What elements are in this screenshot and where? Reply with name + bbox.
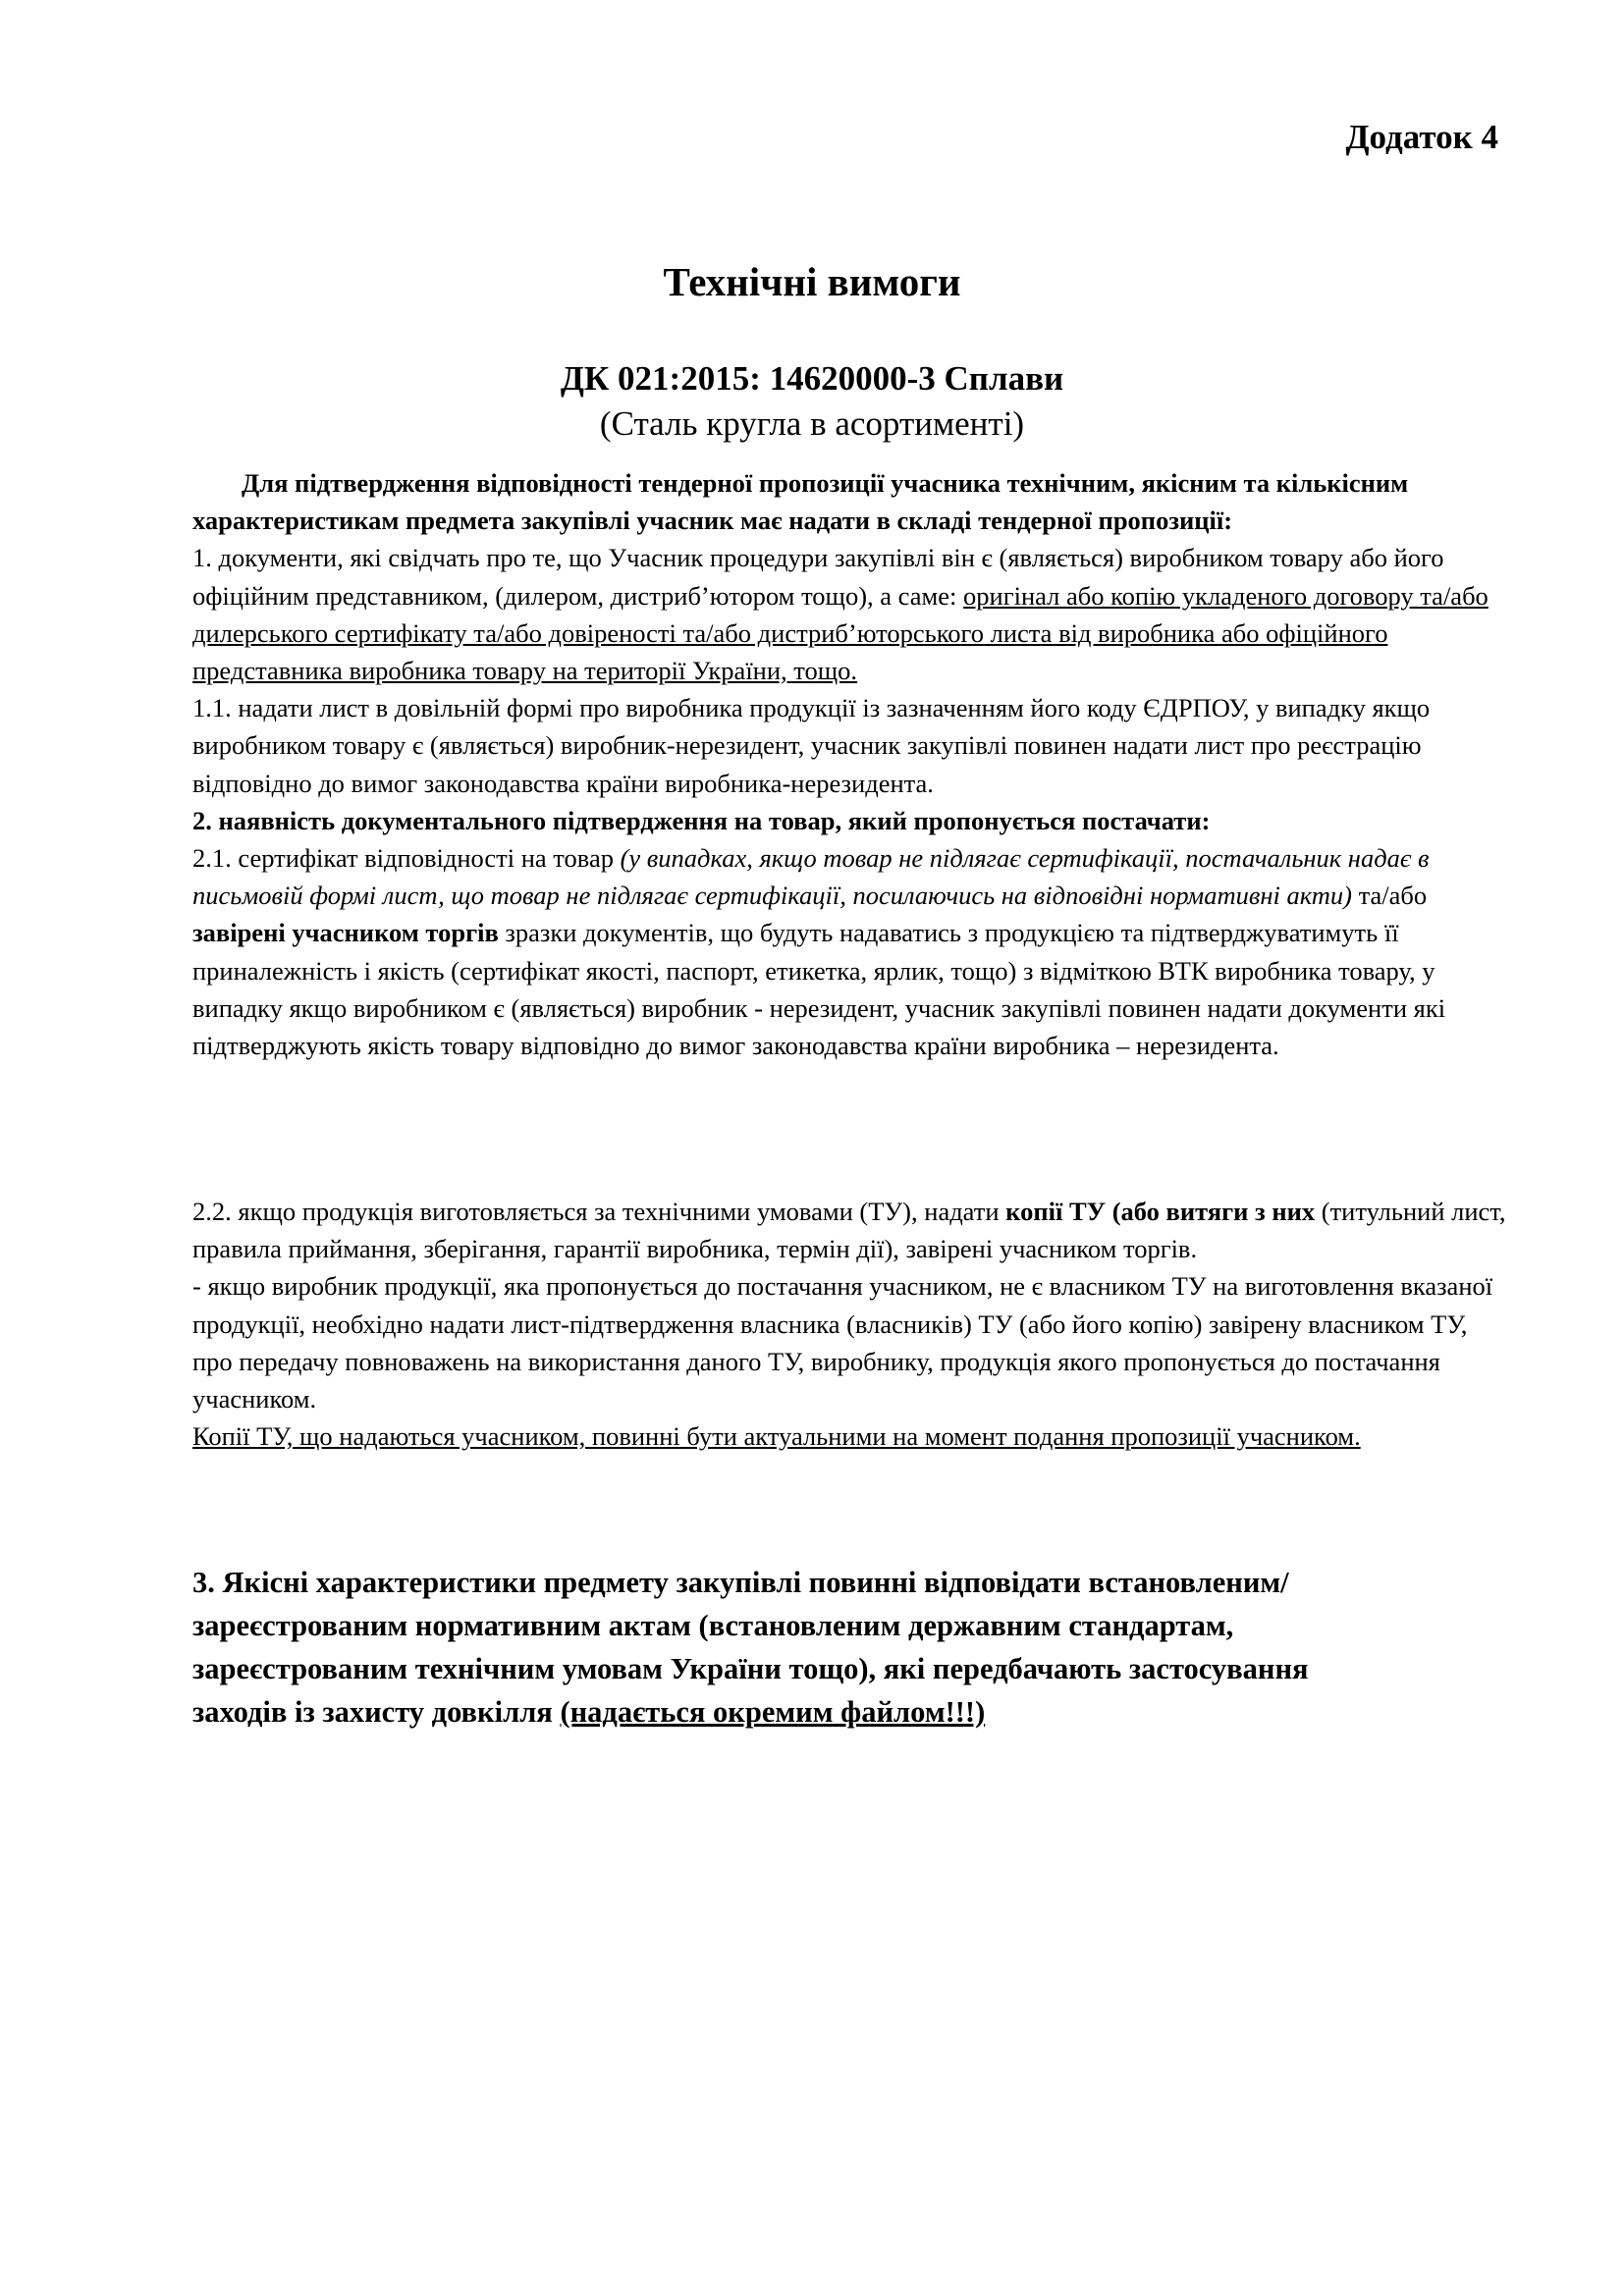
requirements-intro-block xyxy=(192,464,1506,1064)
item-2-1-bold: завірені учасником торгів xyxy=(192,918,499,948)
item-2-heading: 2. наявність документального підтвердження на товар, який пропонується постачати: xyxy=(192,805,1211,835)
item-1-paragraph xyxy=(192,539,1506,689)
intro-lead-paragraph: Для підтвердження відповідності тендерної пропозиції учасника технічним, якісним та кількісним характеристикам предмета закупівлі учасник має надати в складі тендерної пропозиції: xyxy=(192,468,1409,536)
item-1-text: 1. документи, які свідчать про те, що Учасник процедури закупівлі він є (являється) виробником товару або його офіційним представником, (дилером, дистриб’ютором тощо), а саме: xyxy=(192,543,1444,611)
item-3-underlined-text: (надається окремим файлом!!!) xyxy=(560,1695,986,1729)
tu-copies-note: Копії ТУ, що надаються учасником, повинні бути актуальними на момент подання пропозиції учасником. xyxy=(192,1421,1361,1452)
annex-label: Додаток 4 xyxy=(1345,118,1498,156)
item-1-underlined-text: оригінал або копію укладеного договору та/або дилерського сертифікату та/або довіреності та/або дистриб’юторського листа від виробника або офіційного представника виробника товару на території України, тощо. xyxy=(192,580,1489,686)
item-2-1-start: 2.1. сертифікат відповідності на товар xyxy=(192,843,621,874)
classification-code: ДК 021:2015: 14620000-3 Сплави xyxy=(560,359,1064,398)
item-1-1-paragraph: 1.1. надати лист в довільній формі про виробника продукції із зазначенням його коду ЄДРПОУ, у випадку якщо виробником товару є (являється) виробник-нерезидент, учасник закупівлі повинен надати лист про реєстрацію відповідно до вимог законодавства країни виробника-нерезидента. xyxy=(192,693,1431,798)
item-2-1-end: зразки документів, що будуть надаватись з продукцією та підтверджуватимуть її приналежність і якість (сертифікат якості, паспорт, етикетка, ярлик, тощо) з відміткою ВТК виробника товару, у випадку якщо виробником є (являється) виробник - нерезидент, учасник закупівлі повинен надати документи які підтверджують якість товару відповідно до вимог законодавства країни виробника – нерезидента. xyxy=(192,918,1446,1061)
item-2-1-paragraph xyxy=(192,839,1506,1064)
item-2-2-end: (титульний лист, правила приймання, зберігання, гарантії виробника, термін дії), завірені учасником торгів. xyxy=(192,1197,1506,1264)
item-3-paragraph xyxy=(192,1561,1410,1734)
tu-requirements-block xyxy=(192,1193,1506,1455)
item-2-1-italic-note: (у випадках, якщо товар не підлягає сертифікації, постачальник надає в письмовій формі лист, що товар не підлягає сертифікації, посилаючись на відповідні нормативні акти) xyxy=(192,843,1430,911)
item-2-2-bold: копії ТУ (або витяги з них xyxy=(1005,1197,1316,1226)
item-2-2-paragraph xyxy=(192,1193,1506,1267)
document-title: Технічні вимоги xyxy=(663,259,961,304)
item-2-2-start: 2.2. якщо продукція виготовляється за технічними умовами (ТУ), надати xyxy=(192,1197,1006,1226)
item-2-1-mid: та/або xyxy=(1352,881,1428,911)
item-3-text: 3. Якісні характеристики предмету закупівлі повинні відповідати встановленим/зареєстрованим нормативним актам (встановленим державним стандартам, зареєстрованим технічним умовам України тощо), які передбачають застосування заходів із захисту довкілля xyxy=(192,1566,1309,1729)
tu-owner-note: - якщо виробник продукції, яка пропонується до постачання учасником, не є власником ТУ на виготовлення вказаної продукції, необхідно надати лист-підтвердження власника (власників) ТУ (або його копію) завірену власником ТУ, про передачу повноважень на використання даного ТУ, виробнику, продукція якого пропонується до постачання учасником. xyxy=(192,1271,1493,1415)
document-subtitle: (Сталь кругла в асортименті) xyxy=(599,404,1025,443)
